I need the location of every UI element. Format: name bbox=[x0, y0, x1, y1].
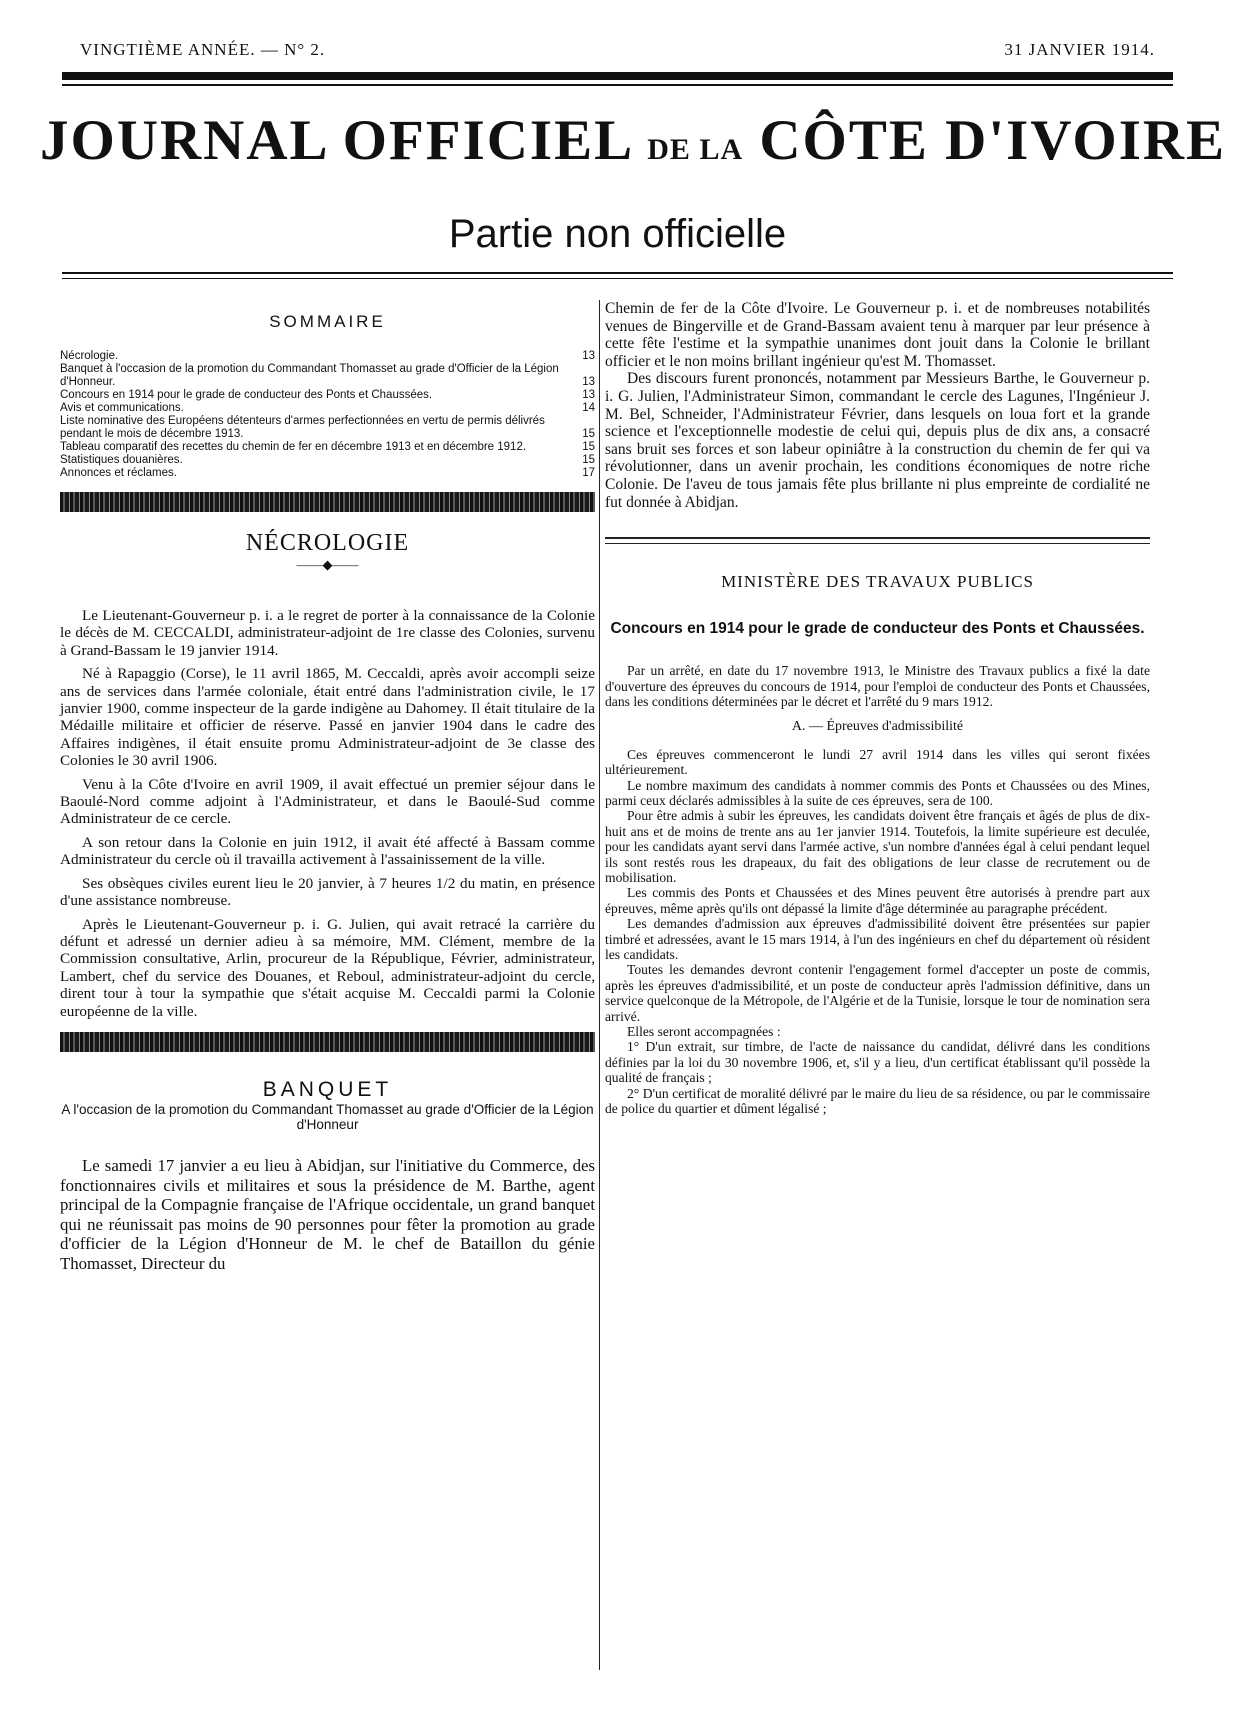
subhead-rule bbox=[62, 272, 1173, 274]
subhead-rule-thin bbox=[62, 278, 1173, 279]
concours-intro: Par un arrêté, en date du 17 novembre 1913, le Ministre des Travaux publics a fixé la date d'ouverture des épreuves du concours de 1914, pour l'emploi de conducteur des Ponts et Chaussées, dans les conditions déterminées par le décret et l'arrêté du 9 mars 1912. bbox=[605, 663, 1150, 709]
concours-paragraph: Elles seront accompagnées : bbox=[627, 1024, 781, 1040]
masthead-part2: DE LA bbox=[647, 133, 744, 166]
concours-paragraph: Pour être admis à subir les épreuves, les candidats doivent être français et âgés de plus de dix-huit ans et de moins de trente ans au 1er janvier 1914. Toutefois, la limite supérieure est deculée, pour les candidats ayant servi dans l'armée active, s'un nombre d'années égal à celui pendant lequel ils sont restés rous les drapeaux, du fait des obligations de leur classe de recrutement ou de mobilisation. bbox=[605, 808, 1150, 885]
ornamental-band bbox=[60, 1032, 595, 1052]
masthead-part1: JOURNAL OFFICIEL bbox=[40, 109, 632, 172]
banquet-subtitle: A l'occasion de la promotion du Commandant Thomasset au grade d'Officier de la Légion d'Honneur bbox=[61, 1101, 594, 1132]
concours-paragraph: 2° D'un certificat de moralité délivré par le maire du lieu de sa résidence, ou par le commissaire de police du quartier et dûment légalisé ; bbox=[605, 1085, 1150, 1117]
subsection-title: A. — Épreuves d'admissibilité bbox=[791, 719, 964, 735]
sommaire-item: Tableau comparatif des recettes du chemin de fer en décembre 1913 et en décembre 1912. 15 bbox=[60, 441, 595, 453]
necrologie-paragraph: A son retour dans la Colonie en juin 1912, il avait été affecté à Bassam comme Administrateur du cercle où il travailla activement à l'assainissement de la ville. bbox=[60, 833, 595, 869]
concours-paragraph: Ces épreuves commenceront le lundi 27 avril 1914 dans les villes qui seront fixées ultérieurement. bbox=[605, 746, 1150, 778]
header-rule-thin bbox=[62, 84, 1173, 86]
concours-paragraph: Le nombre maximum des candidats à nommer commis des Ponts et Chaussées ou des Mines, parmi ceux déclarés admissibles à la suite de ces épreuves, sera de 100. bbox=[605, 777, 1150, 808]
sommaire-item: Avis et communications. 14 bbox=[60, 402, 595, 414]
header-rule bbox=[62, 72, 1173, 80]
concours-paragraph: Les demandes d'admission aux épreuves d'admissibilité doivent être présentées sur papier timbré et adressées, avant le 15 mars 1914, à l'un des ingénieurs en chef du département où résident les candidats. bbox=[605, 916, 1150, 963]
right-column bbox=[605, 300, 1150, 1117]
banquet-paragraph: Le samedi 17 janvier a eu lieu à Abidjan, sur l'initiative du Commerce, des fonctionnaires civils et militaires et sous la présidence de M. Barthe, agent principal de la Compagnie française de l'Afrique occidentale, un grand banquet qui ne réunissait pas moins de 90 personnes pour fêter la promotion au grade d'officier de la Légion d'Honneur de M. le chef de Bataillon du génie Thomasset, Directeur du bbox=[60, 1155, 595, 1273]
sommaire-title: SOMMAIRE bbox=[269, 312, 386, 331]
necrologie-paragraph: Après le Lieutenant-Gouverneur p. i. G. Julien, qui avait retracé la carrière du défunt et adressé un dernier adieu à sa mémoire, MM. Clément, membre de la Commission consultative, Arlin, procureur de la République, Février, administrateur, Lambert, chef du service des Douanes, et Reboul, administrateur-adjoint du cercle, dirent tour à tour la sympathie que s'était acquise M. Ceccaldi parmi la Colonie européenne de la ville. bbox=[60, 915, 595, 1020]
sommaire-item: Banquet à l'occasion de la promotion du Commandant Thomasset au grade d'Officier de la Légion d'Honneur. 13 bbox=[60, 363, 595, 388]
concours-body bbox=[605, 663, 1150, 1116]
necrologie-paragraph: Venu à la Côte d'Ivoire en avril 1909, il avait effectué un premier séjour dans le Baoulé-Nord comme adjoint à l'Administrateur, et dans le Baoulé-Sud comme Administrateur de ce cercle. bbox=[60, 775, 595, 828]
sommaire-list bbox=[60, 350, 595, 480]
ornamental-band bbox=[60, 492, 595, 512]
left-column bbox=[60, 300, 595, 1274]
sommaire-item: Annonces et réclames. 17 bbox=[60, 467, 595, 479]
sommaire-item: Statistiques douanières. 15 bbox=[60, 454, 595, 466]
masthead-part3: CÔTE D'IVOIRE bbox=[759, 109, 1227, 172]
banquet-title: BANQUET bbox=[262, 1077, 393, 1101]
banquet-cont-paragraph: Des discours furent prononcés, notamment par Messieurs Barthe, le Gouverneur p. i. G. Julien, l'Administrateur Simon, commandant le cercle des Lagunes, l'Ingénieur J. M. Bel, Schneider, l'Administrateur Février, dans lesquels on loua fort et la grande science et l'exceptionnelle modestie de celui qui, depuis plus de dix ans, a consacré sans bruit ses forces et son labeur opiniâtre à la construction du chemin de fer qui va révolutionner, dans un avenir prochain, les conditions économiques de notre riche Colonie. De l'aveu de tous jamais fête plus brillante ni plus empreinte de cordialité ne fut donnée à Abidjan. bbox=[605, 370, 1150, 511]
concours-paragraph: Toutes les demandes devront contenir l'engagement formel d'accepter un poste de commis, après les épreuves d'admissibilité, et un poste de conducteur après l'admission définitive, dans un service quelconque de la Métropole, de l'Algérie et de la Tunisie, lorsque le tour de nomination sera arrivé. bbox=[605, 962, 1150, 1024]
banquet-body bbox=[60, 1156, 595, 1274]
section-rule-thin bbox=[605, 543, 1150, 544]
concours-paragraph: 1° D'un extrait, sur timbre, de l'acte de naissance du candidat, délivré dans les conditions définies par la loi du 30 novembre 1906, et, s'il y a lieu, d'un certificat établissant qu'il possède la qualité de français ; bbox=[605, 1039, 1150, 1086]
necrologie-paragraph: Ses obsèques civiles eurent lieu le 20 janvier, à 7 heures 1/2 du matin, en présence d'une assistance nombreuse. bbox=[60, 874, 595, 910]
issue-number: VINGTIÈME ANNÉE. — N° 2. bbox=[80, 40, 326, 59]
running-header bbox=[80, 40, 1155, 62]
sommaire-item: Nécrologie. 13 bbox=[60, 350, 595, 362]
column-divider bbox=[599, 300, 600, 1670]
necrologie-paragraph: Le Lieutenant-Gouverneur p. i. a le regret de porter à la connaissance de la Colonie le décès de M. CECCALDI, administrateur-adjoint de 1re classe des Colonies, survenu à Grand-Bassam le 19 janvier 1914. bbox=[60, 607, 595, 659]
issue-date: 31 JANVIER 1914. bbox=[1004, 40, 1155, 59]
sommaire-item: Concours en 1914 pour le grade de conducteur des Ponts et Chaussées. 13 bbox=[60, 389, 595, 401]
sommaire-item: Liste nominative des Européens détenteurs d'armes perfectionnées en vertu de permis délivrés pendant le mois de décembre 1913. 15 bbox=[60, 415, 595, 440]
section-rule bbox=[605, 537, 1150, 539]
section-subhead: Partie non officielle bbox=[448, 212, 787, 256]
banquet-continued bbox=[605, 300, 1150, 511]
concours-title: Concours en 1914 pour le grade de conducteur des Ponts et Chaussées. bbox=[610, 620, 1145, 638]
concours-paragraph: Les commis des Ponts et Chaussées et des Mines peuvent être autorisés à prendre part aux épreuves, même après qu'ils ont dépassé la limite d'âge déterminée au paragraphe précédent. bbox=[605, 885, 1150, 916]
masthead-title bbox=[40, 108, 1227, 173]
necrologie-ornament: ——◆—— bbox=[296, 557, 359, 572]
banquet-cont-paragraph: Chemin de fer de la Côte d'Ivoire. Le Gouverneur p. i. et de nombreuses notabilités venues de Bingerville et de Grand-Bassam avaient tenu à marquer par leur présence à cette fête l'estime et la sympathie unanimes dont jouit dans la Colonie le brillant officier et le non moins brillant ingénieur qu'est M. Thomasset. bbox=[605, 300, 1150, 370]
ministere-title: MINISTÈRE DES TRAVAUX PUBLICS bbox=[721, 572, 1034, 592]
necrologie-title: NÉCROLOGIE bbox=[245, 530, 410, 556]
necrologie-paragraph: Né à Rapaggio (Corse), le 11 avril 1865, M. Ceccaldi, après avoir accompli seize ans de services dans l'armée coloniale, était entré dans l'administration civile, le 17 janvier 1900, comme inspecteur de la garde indigène au Dahomey. Il était titulaire de la Médaille militaire et officier de réserve. Passé en janvier 1904 dans le cadre des Affaires indigènes, il était ensuite promu Administrateur-adjoint de 3e classe des Colonies le 30 avril 1906. bbox=[60, 665, 595, 770]
necrologie-body bbox=[60, 607, 595, 1020]
